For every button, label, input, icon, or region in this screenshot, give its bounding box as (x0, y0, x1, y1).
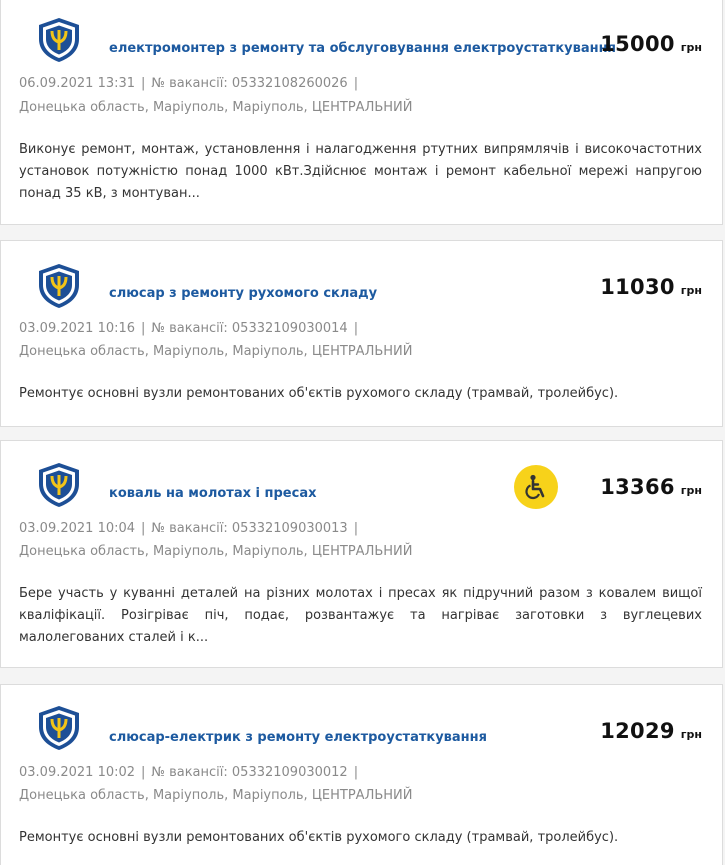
vacancy-description: Бере участь у куванні деталей на різних молотах і пресах як підручний разом з ковалем вищої кваліфікації. Розігріває піч, подає, розвантажує та нагріває заготовки з вуглецевих малолегованих сталей і к... (19, 586, 702, 645)
salary-currency: грн (680, 484, 702, 497)
salary-currency: грн (680, 728, 702, 741)
vacancy-meta (19, 321, 364, 336)
vacancy-date: 06.09.2021 13:31 (19, 76, 136, 91)
vacancy-meta (19, 765, 364, 780)
salary (600, 32, 702, 56)
vacancy-title-link[interactable]: слюсар з ремонту рухомого складу (109, 286, 378, 301)
vacancy-title-link[interactable]: слюсар-електрик з ремонту електроустаткування (109, 730, 487, 745)
vacancy-number: № вакансії: 05332108260026 (151, 76, 348, 91)
salary-currency: грн (680, 41, 702, 54)
employment-service-logo (37, 263, 81, 309)
vacancy-location: Донецька область, Маріуполь, Маріуполь, ЦЕНТРАЛЬНИЙ (19, 100, 413, 115)
vacancy-number: № вакансії: 05332109030013 (151, 521, 348, 536)
vacancy-location: Донецька область, Маріуполь, Маріуполь, ЦЕНТРАЛЬНИЙ (19, 544, 413, 559)
vacancy-number: № вакансії: 05332109030012 (151, 765, 348, 780)
separator: | (353, 321, 359, 336)
vacancy-card[interactable] (0, 0, 723, 225)
vacancy-date: 03.09.2021 10:04 (19, 521, 136, 536)
vacancy-meta (19, 76, 364, 91)
vacancy-meta (19, 521, 364, 536)
employment-service-logo (37, 462, 81, 508)
wheelchair-icon (523, 474, 549, 500)
separator: | (141, 521, 146, 536)
salary-amount: 12029 (600, 719, 675, 743)
separator: | (141, 765, 146, 780)
salary-amount: 15000 (600, 32, 675, 56)
vacancy-location: Донецька область, Маріуполь, Маріуполь, ЦЕНТРАЛЬНИЙ (19, 788, 413, 803)
vacancy-description: Виконує ремонт, монтаж, установлення і налагодження ртутних випрямлячів і високочастотних установок потужністю понад 1000 кВт.Здійснює монтаж і ремонт кабельної мережі напругою понад 35 кВ, з монтуван... (19, 142, 702, 201)
vacancy-location: Донецька область, Маріуполь, Маріуполь, ЦЕНТРАЛЬНИЙ (19, 344, 413, 359)
vacancy-date: 03.09.2021 10:16 (19, 321, 136, 336)
salary-amount: 11030 (600, 275, 675, 299)
salary (600, 275, 702, 299)
salary-currency: грн (680, 284, 702, 297)
separator: | (353, 76, 359, 91)
vacancy-description: Ремонтує основні вузли ремонтованих об'єктів рухомого складу (трамвай, тролейбус). (19, 830, 619, 845)
separator: | (353, 765, 359, 780)
separator: | (141, 76, 146, 91)
vacancy-description: Ремонтує основні вузли ремонтованих об'єктів рухомого складу (трамвай, тролейбус). (19, 386, 619, 401)
vacancy-title-link[interactable]: електромонтер з ремонту та обслуговування електроустаткування (109, 41, 616, 56)
vacancy-number: № вакансії: 05332109030014 (151, 321, 348, 336)
employment-service-logo (37, 705, 81, 751)
accessibility-badge (514, 465, 558, 509)
vacancy-card[interactable] (0, 440, 723, 668)
vacancy-title-link[interactable]: коваль на молотах і пресах (109, 486, 317, 501)
vacancy-card[interactable] (0, 240, 723, 427)
employment-service-logo (37, 17, 81, 63)
salary (600, 719, 702, 743)
separator: | (141, 321, 146, 336)
salary (600, 475, 702, 499)
salary-amount: 13366 (600, 475, 675, 499)
vacancy-card[interactable] (0, 684, 723, 865)
separator: | (353, 521, 359, 536)
vacancy-date: 03.09.2021 10:02 (19, 765, 136, 780)
